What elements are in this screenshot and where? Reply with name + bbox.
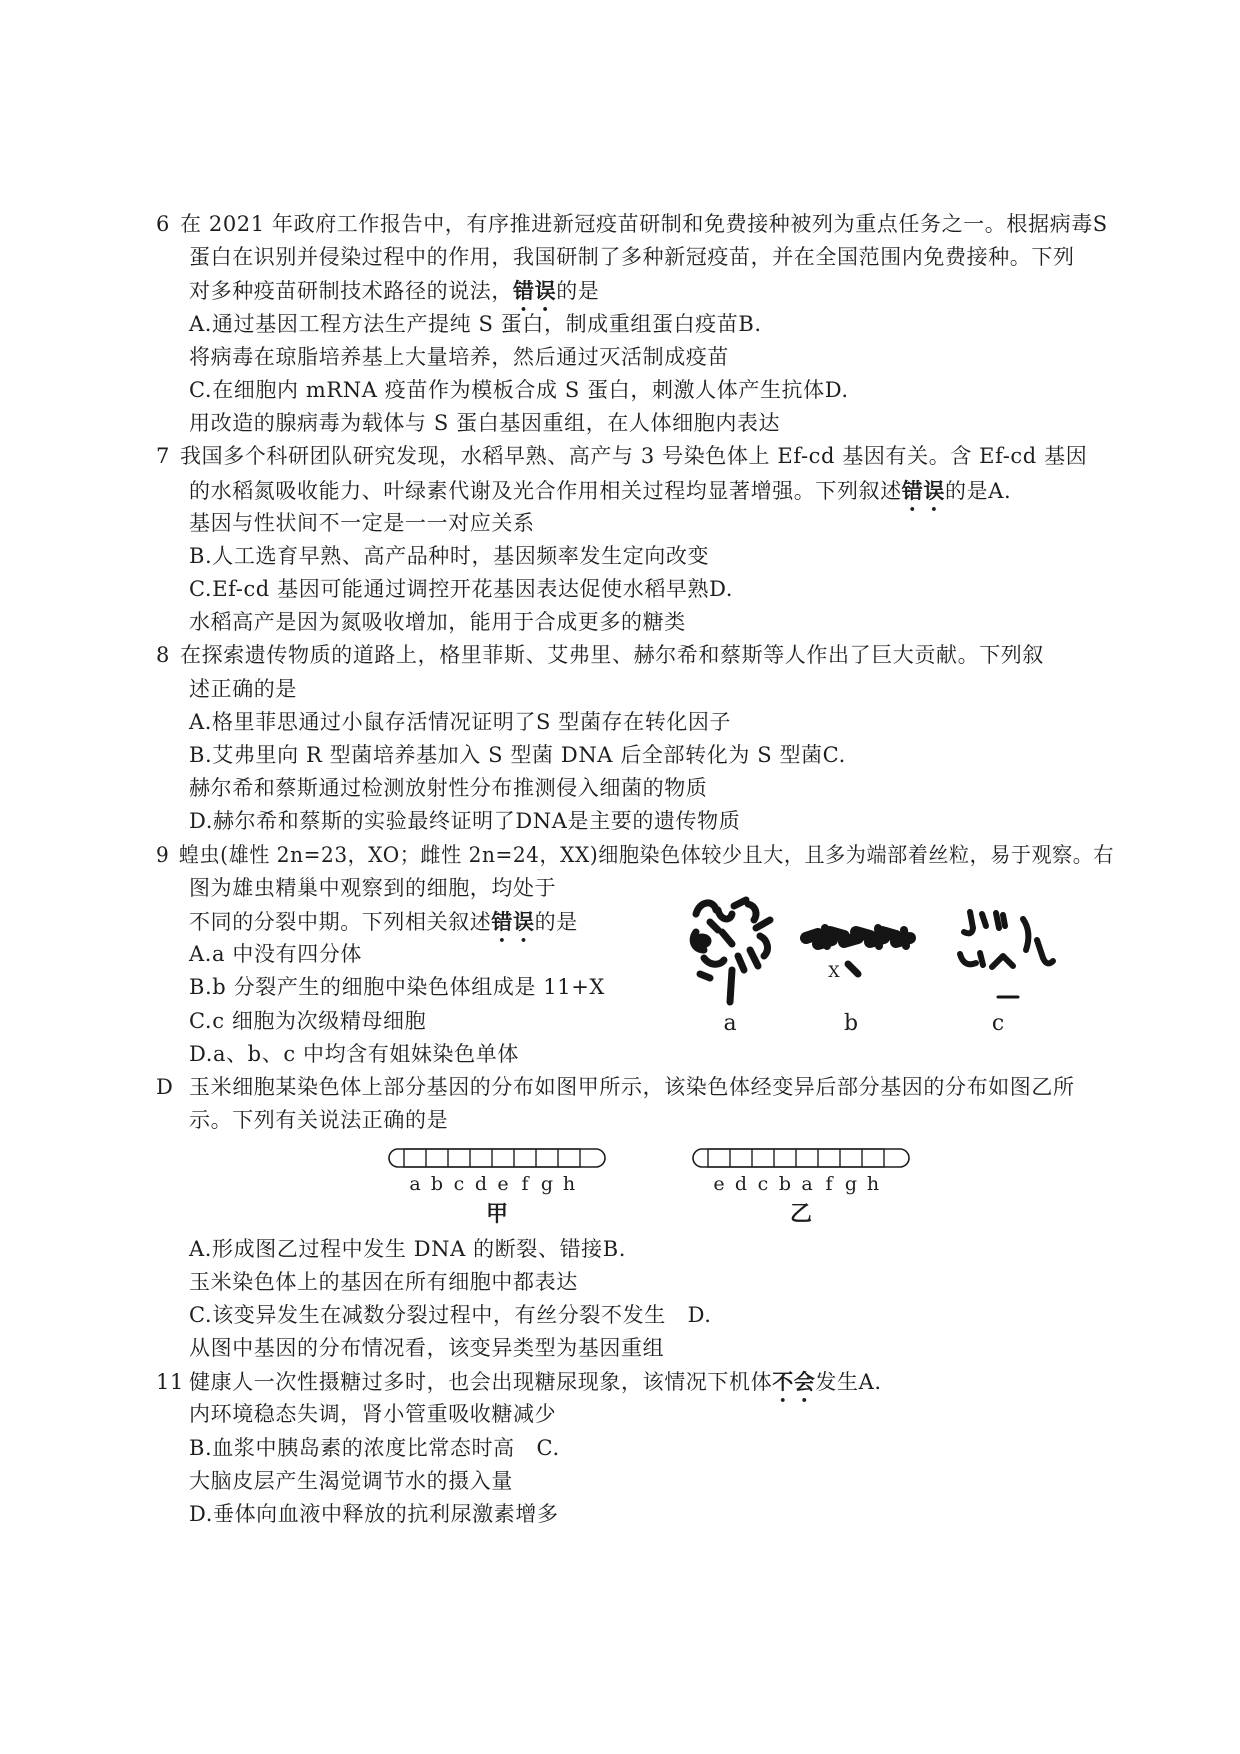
option-text: 大脑皮层产生渴觉调节水的摄入量 [189,1468,513,1493]
chromosome [756,920,770,928]
chromosome [996,913,999,928]
chromosome-outline [693,1149,909,1167]
chromosome [718,910,732,919]
question-6-line-3 [156,274,1114,307]
question-text: 对多种疫苗研制技术路径的说法， [189,279,513,304]
gene-label: f [825,1173,833,1196]
option-text: D.垂体向血液中释放的抗利尿激素增多 [189,1502,559,1527]
question-8-line-1 [156,639,1114,672]
option-text: A.通过基因工程方法生产提纯 S 蛋白，制成重组蛋白疫苗B. [189,311,762,336]
option-text: 赫尔希和蔡斯通过检测放射性分布推测侵入细菌的物质 [189,776,708,801]
option-text: B.b 分裂产生的细胞中染色体组成是 11+X [189,975,605,1000]
chromosome [696,903,716,914]
question-7-option-line [156,540,1114,573]
gene-label: g [540,1173,554,1196]
chromosome [904,930,906,946]
emphasized-keyword: 错误 [513,278,557,304]
cell-c-chromosomes [960,912,1053,997]
gene-label: h [866,1173,880,1196]
question-8-line-2 [156,673,1114,706]
chromosome [738,956,744,970]
chromosome-outline [389,1149,605,1167]
cell-label-c: c [991,1011,1005,1036]
figure-name-label: 乙 [789,1201,813,1228]
chromosome [1037,940,1053,963]
question-7-line-2 [156,474,1114,507]
question-6-option-line [156,407,1114,440]
option-text: A.形成图乙过程中发生 DNA 的断裂、错接B. [189,1236,627,1261]
question-text: 健康人一次性摄糖过多时，也会出现糖尿现象，该情况下机体 [189,1370,773,1395]
question-8-option-line [156,772,1114,805]
question-text: 述正确的是 [189,676,297,701]
question-11-option-line [156,1498,1114,1531]
question-number: 6 [156,212,170,236]
question-10-option-line [156,1266,1114,1299]
x-chromosome-label: X [828,962,840,981]
option-text: 用改造的腺病毒为载体与 S 蛋白基因重组，在人体细胞内表达 [189,411,781,436]
chromosome [980,953,983,965]
question-text: 蛋白在识别并侵染过程中的作用，我国研制了多种新冠疫苗，并在全国范围内免费接种。下列 [189,245,1075,270]
question-10-option-line [156,1299,1114,1332]
cell-b-chromosomes [806,928,910,974]
chromosome [806,934,818,938]
question-10-line-2 [156,1104,1114,1137]
gene-label: c [757,1173,769,1196]
question-6-line-2 [156,241,1114,274]
chromosome-gene-diagram [156,1137,1114,1232]
cell-a-chromosomes [693,900,770,1002]
emphasized-keyword: 错误 [491,908,535,934]
chromosome [856,932,870,936]
chromosome [722,932,732,944]
option-text: 将病毒在琼脂培养基上大量培养，然后通过灭活制成疫苗 [189,344,729,369]
question-number: 7 [156,444,170,469]
question-text: 我国多个科研团队研究发现，水稻早熟、高产与 3 号染色体上 Ef-cd 基因有关。含 Ef-cd 基因 [180,444,1088,469]
option-text: 水稻高产是因为氮吸收增加，能用于合成更多的糖类 [189,610,686,635]
chromosome [878,928,879,946]
question-text: 图为雄虫精巢中观察到的细胞，均处于 [189,875,557,900]
option-text: C.Ef-cd 基因可能通过调控开花基因表达促使水稻早熟D. [189,577,734,602]
chromosome [960,954,976,964]
chromosome [730,970,732,1002]
gene-label: a [801,1173,813,1196]
option-text: B.血浆中胰岛素的浓度比常态时高 C. [189,1435,560,1460]
option-text: B.人工选育早熟、高产品种时，基因频率发生定向改变 [189,543,710,568]
gene-label: e [713,1173,725,1196]
question-9-line-1 [156,839,1114,872]
question-number: 9 [156,842,170,867]
question-number: D [156,1074,174,1099]
chromosome [710,922,718,930]
question-6-option-line [156,341,1114,374]
question-number: 8 [156,643,170,668]
option-text: A.a 中没有四分体 [189,942,363,967]
question-11-line-1 [156,1365,1114,1398]
option-text: D.赫尔希和蔡斯的实验最终证明了DNA是主要的遗传物质 [189,809,741,834]
question-8-option-line [156,706,1114,739]
cell-label-b: b [843,1011,859,1036]
question-8-option-line [156,805,1114,838]
option-text: C.c 细胞为次级精母细胞 [189,1008,427,1033]
gene-label: f [521,1173,529,1196]
option-text: B.艾弗里向 R 型菌培养基加入 S 型菌 DNA 后全部转化为 S 型菌C. [189,743,846,767]
question-text: 不同的分裂中期。下列相关叙述 [189,909,492,934]
chromosome [982,914,986,926]
emphasized-keyword: 不会 [772,1369,816,1395]
gene-label: a [409,1173,421,1196]
question-11-option-line [156,1432,1114,1465]
option-text: A.格里菲思通过小鼠存活情况证明了S 型菌存在转化因子 [189,709,732,734]
question-number: 11 [156,1370,184,1395]
chromosome [704,958,724,964]
chromosome [964,912,973,933]
chromosome [882,932,896,936]
question-text: 的是 [534,909,578,934]
chromosome [844,938,858,942]
chromosome [1003,915,1005,926]
question-10-option-line [156,1332,1114,1365]
question-text: 玉米细胞某染色体上部分基因的分布如图甲所示，该染色体经变异后部分基因的分布如图乙所 [189,1074,1075,1099]
question-11-option-line [156,1465,1114,1498]
chromosome [760,936,767,956]
chromosome [750,950,758,966]
question-text: 示。下列有关说法正确的是 [189,1108,449,1133]
gene-order-diagram [156,1137,1114,1232]
question-text: 发生A. [815,1370,882,1395]
question-text: 在探索遗传物质的道路上，格里菲斯、艾弗里、赫尔希和蔡斯等人作出了巨大贡献。下列叙 [180,643,1044,668]
gene-label: e [497,1173,509,1196]
chromosome [825,928,827,946]
question-text: 的水稻氮吸收能力、叶绿素代谢及光合作用相关过程均显著增强。下列叙述 [189,478,902,503]
chromosome [700,974,710,978]
option-text: 玉米染色体上的基因在所有细胞中都表达 [189,1269,578,1294]
gene-label: d [474,1173,488,1196]
option-text: 基因与性状间不一定是一一对应关系 [189,510,535,535]
gene-label: c [453,1173,465,1196]
figure-name-label: 甲 [485,1201,509,1228]
question-6-line-1 [156,208,1114,241]
question-text: 的是A. [945,478,1012,503]
option-text: 从图中基因的分布情况看，该变异类型为基因重组 [189,1336,665,1361]
question-text: 的是 [556,279,600,304]
question-6-option-line [156,308,1114,341]
chromosome [734,900,746,906]
x-chromosome [848,964,858,974]
question-7-option-line [156,573,1114,606]
gene-label: d [734,1173,748,1196]
question-10-line-1 [156,1071,1114,1104]
option-text: 内环境稳态失调，肾小管重吸收糖减少 [189,1402,557,1427]
question-text: 在 2021 年政府工作报告中，有序推进新冠疫苗研制和免费接种被列为重点任务之一。根据病毒S [180,212,1108,236]
cell-label-a: a [723,1011,737,1036]
chromosome [1023,919,1028,950]
question-text: 蝗虫(雄性 2n=23，XO；雌性 2n=24，XX)细胞染色体较少且大，且多为端部着丝粒，易于观察。右 [178,842,1115,867]
question-10-option-line [156,1233,1114,1266]
chromosome-yi [693,1149,909,1227]
question-8-option-line [156,739,1114,772]
question-7-option-line [156,606,1114,639]
option-text: D.a、b、c 中均含有姐妹染色单体 [189,1041,519,1066]
gene-label: h [562,1173,576,1196]
gene-label: b [778,1173,792,1196]
question-7-line-1 [156,440,1114,473]
chromosome [696,937,708,945]
chromosome [992,956,1013,967]
chromosome-jia [389,1149,605,1227]
option-text: C.在细胞内 mRNA 疫苗作为模板合成 S 蛋白，刺激人体产生抗体D. [189,377,849,402]
option-text: C.该变异发生在减数分裂过程中，有丝分裂不发生 D. [189,1302,712,1327]
gene-label: g [844,1173,858,1196]
gene-label: b [430,1173,444,1196]
emphasized-keyword: 错误 [901,477,945,503]
chromosome [748,904,756,920]
chromosome [830,932,844,936]
question-6-option-line [156,374,1114,407]
grasshopper-cell-figure [660,870,1080,1050]
